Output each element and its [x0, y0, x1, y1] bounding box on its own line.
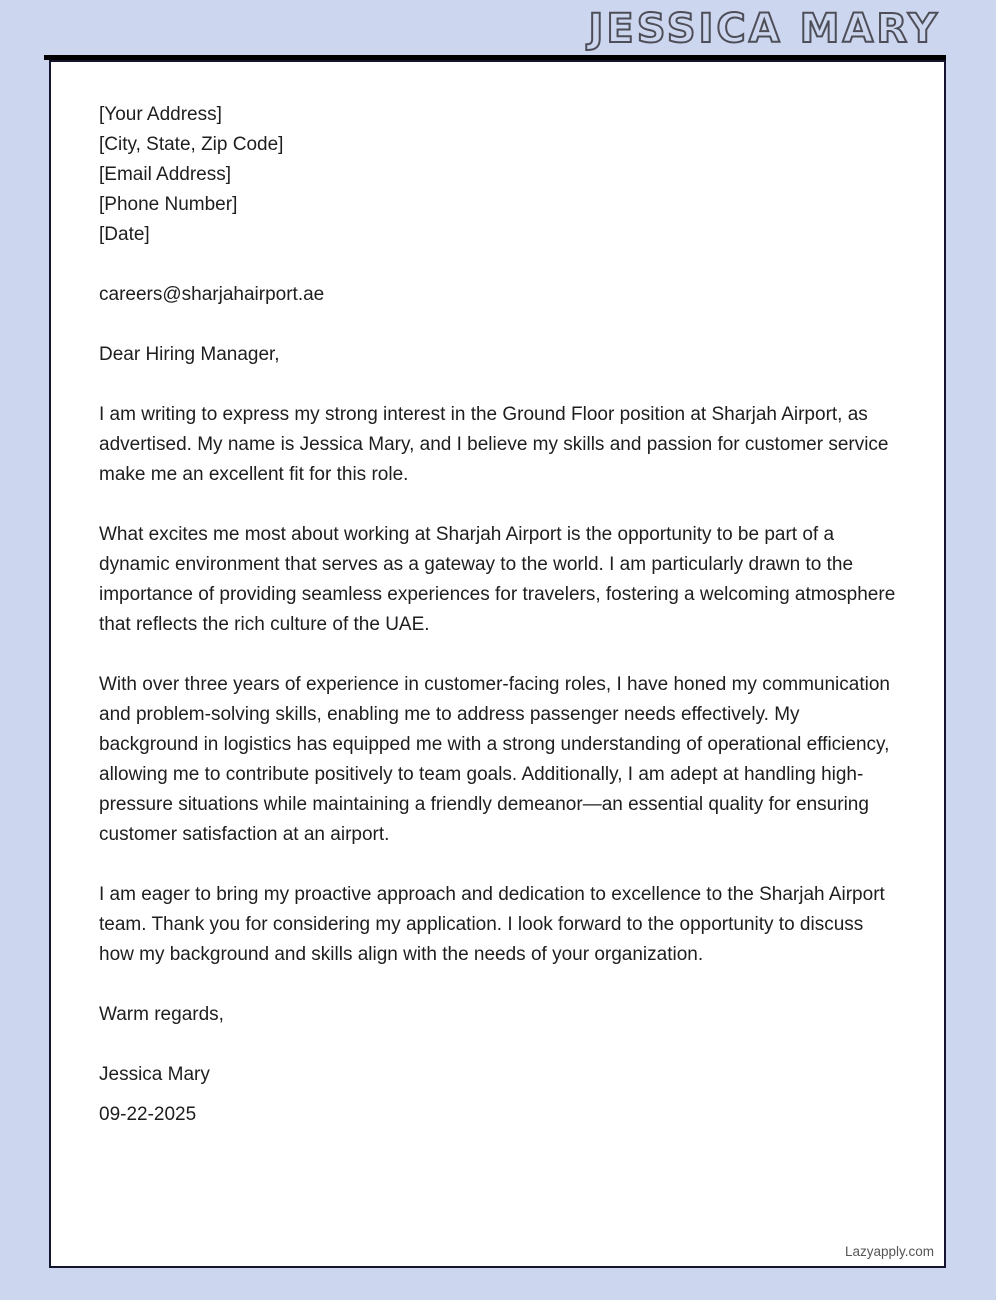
closing: Warm regards, [99, 1004, 224, 1025]
contact-line-phone: [Phone Number] [99, 194, 238, 215]
contact-line-address: [Your Address] [99, 104, 222, 125]
paragraph-motivation: What excites me most about working at Sharjah Airport is the opportunity to be part of a dynamic environment that serves as a gateway to the world. I am particularly drawn to the importance of providing seamless experiences for travelers, fostering a welcoming atmosphere that reflects the rich culture of the UAE. [99, 524, 896, 635]
footer-branding: Lazyapply.com [844, 1244, 934, 1259]
date-link[interactable]: 09-22-2025 [99, 1104, 197, 1125]
header-name: JESSICA MARY [588, 6, 940, 52]
contact-block [99, 100, 896, 250]
salutation: Dear Hiring Manager, [99, 344, 280, 365]
paragraph-closing-statement: I am eager to bring my proactive approach and dedication to excellence to the Sharjah Airport team. Thank you for considering my application. I look forward to the opportunity to discuss how my background and skills align with the needs of your organization. [99, 884, 885, 965]
paragraph-experience: With over three years of experience in customer-facing roles, I have honed my communication and problem-solving skills, enabling me to address passenger needs effectively. My background in logistics has equipped me with a strong understanding of operational efficiency, allowing me to contribute positively to team goals. Additionally, I am adept at handling high-pressure situations while maintaining a friendly demeanor—an essential quality for ensuring customer satisfaction at an airport. [99, 674, 890, 845]
contact-line-city: [City, State, Zip Code] [99, 134, 284, 155]
paragraph-intro: I am writing to express my strong interest in the Ground Floor position at Sharjah Airport, as advertised. My name is Jessica Mary, and I believe my skills and passion for customer service make me an excellent fit for this role. [99, 404, 889, 485]
letter-page [49, 60, 946, 1268]
recipient-email: careers@sharjahairport.ae [99, 284, 325, 305]
contact-line-email: [Email Address] [99, 164, 231, 185]
signature: Jessica Mary [99, 1064, 210, 1085]
contact-line-date: [Date] [99, 224, 150, 245]
